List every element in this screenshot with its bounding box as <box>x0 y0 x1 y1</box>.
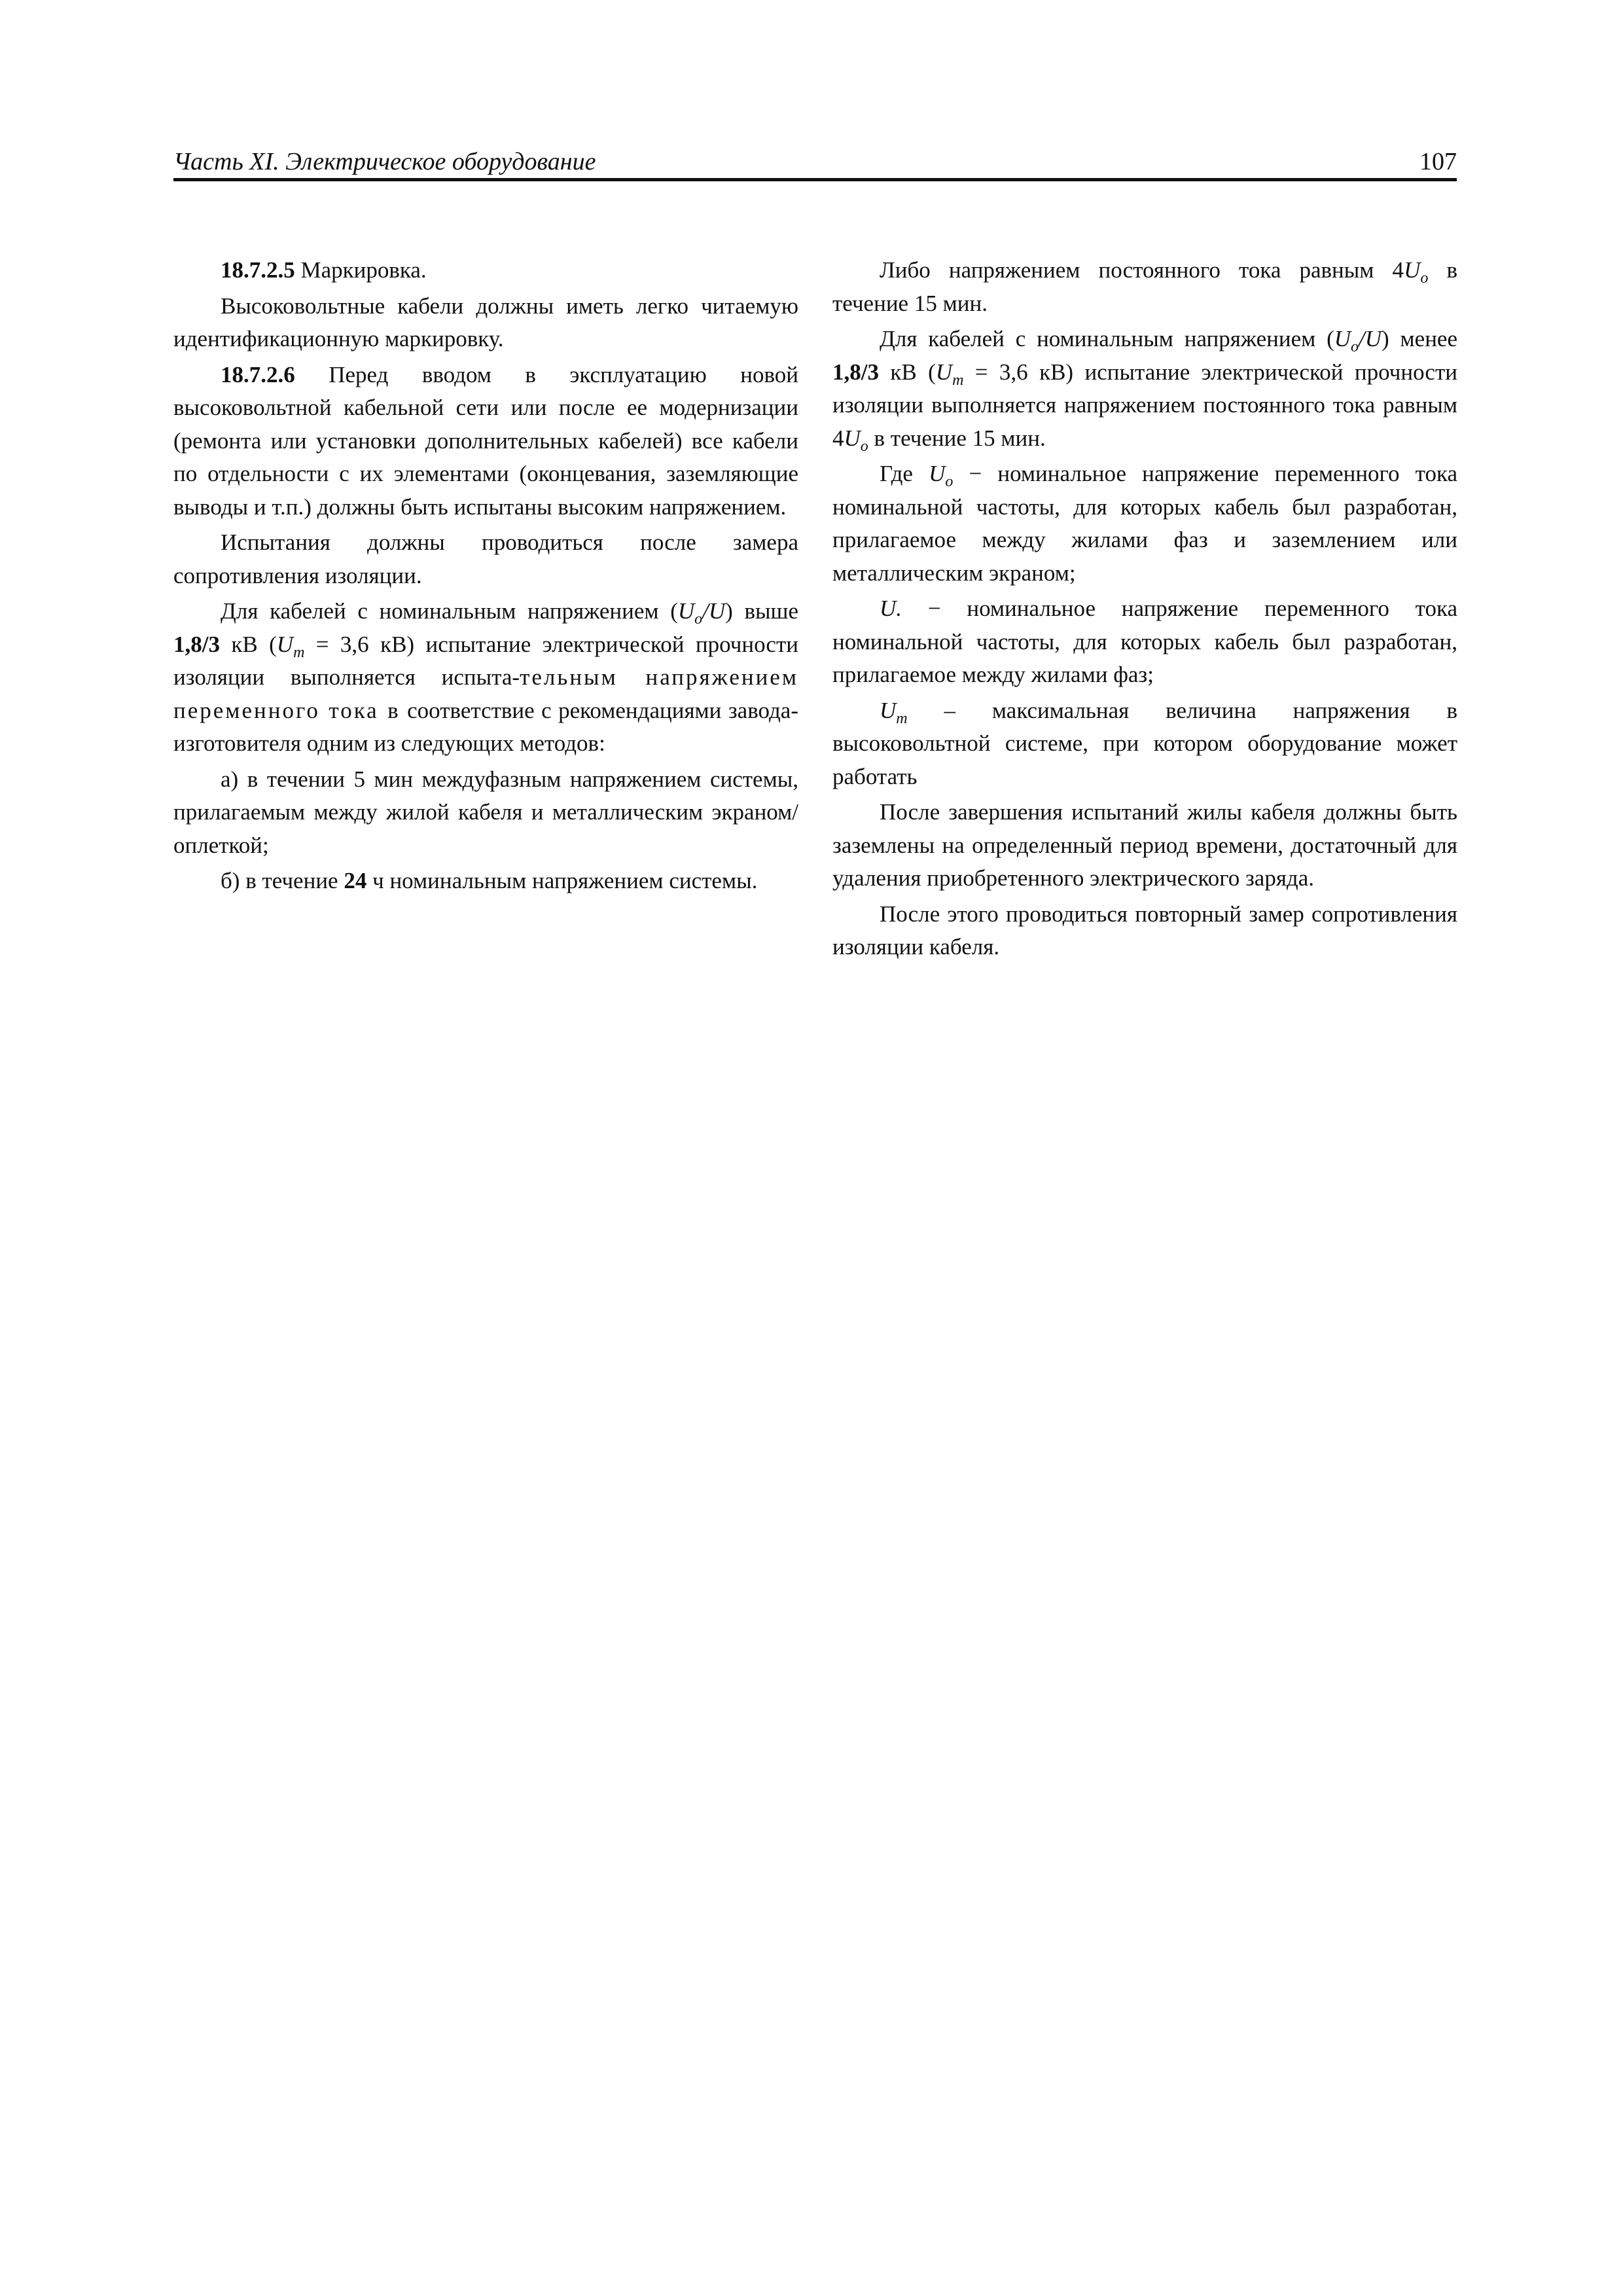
symbol-u: U <box>1404 257 1421 283</box>
duration-value: 24 <box>344 868 367 893</box>
symbol-slash-u: /U <box>702 598 726 624</box>
definition-u <box>832 592 1457 692</box>
list-item-a: а) в течении 5 мин междуфазным напряжением системы, прилагаемым между жилой кабеля и металлическим экраном/оплеткой; <box>173 766 798 858</box>
subscript-m: m <box>896 709 908 727</box>
text-fragment: Для кабелей с номинальным напряжением ( <box>221 598 678 624</box>
paragraph-grounding: После завершения испытаний жилы кабеля должны быть заземлены на определенный период времени, достаточный для удаления приобретенного электрического заряда. <box>832 799 1457 891</box>
subscript-o: o <box>1420 270 1429 287</box>
text-fragment: соответствие с рекомендациями завода-изготовителя одним из следующих методов: <box>173 697 798 756</box>
paragraph-marking-requirement: Высоковольтные кабели должны иметь легко читаемую идентификационную маркировку. <box>173 293 798 351</box>
paragraph-repeat-measurement: После этого проводиться повторный замер сопротивления изоляции кабеля. <box>832 901 1457 960</box>
text-fragment: – максимальная величина напряжения в высоковольтной системе, при котором оборудование может работать <box>832 697 1457 789</box>
symbol-u: U <box>844 425 861 451</box>
text-fragment: в течение 15 мин. <box>868 425 1046 451</box>
symbol-u: U <box>929 461 946 486</box>
symbol-u: U <box>677 598 695 624</box>
text-fragment: кВ ( <box>219 631 277 657</box>
running-header <box>173 140 1457 181</box>
paragraph-test-order: Испытания должны проводиться после замера сопротивления изоляции. <box>173 529 798 588</box>
subscript-o: o <box>945 473 954 490</box>
tracked-line: тельным напряжением переменного тока в <box>173 664 798 723</box>
text-fragment: Для кабелей с номинальным напряжением ( <box>880 326 1334 351</box>
definition-uo <box>832 457 1457 590</box>
list-item-b <box>173 865 798 898</box>
header-title: Часть XI. Электрическое оборудование <box>173 148 596 175</box>
paragraph-18-7-2-6 <box>173 359 798 524</box>
text-fragment: б) в течение <box>221 868 344 893</box>
symbol-u-dot: U. <box>880 596 902 621</box>
symbol-u: U <box>276 631 294 657</box>
symbol-u: U <box>1334 326 1351 351</box>
definition-um <box>832 694 1457 794</box>
left-column <box>173 254 798 901</box>
subscript-o: o <box>694 611 703 628</box>
subscript-o: o <box>860 437 868 455</box>
text-fragment: кВ ( <box>878 359 936 385</box>
section-heading: Маркировка. <box>294 257 427 283</box>
text-fragment: − номинальное напряжение переменного тока номинальной частоты, для которых кабель был разработан, прилагаемое между жилами фаз; <box>832 596 1457 687</box>
section-number: 18.7.2.5 <box>221 257 295 283</box>
voltage-value: 1,8/3 <box>173 631 220 657</box>
paragraph-18-7-2-5 <box>173 254 798 287</box>
page-number: 107 <box>1419 148 1457 175</box>
text-fragment: − номинальное напряжение переменного тока номинальной частоты, для которых кабель был разработан, прилагаемое между жилами фаз и заземлением или металлическим экраном; <box>832 461 1458 586</box>
symbol-u: U <box>880 697 897 723</box>
text-fragment: = 3,6 кВ) испытание электрической прочности изоляции выполняется напряжением постоянного тока равным 4 <box>832 359 1457 451</box>
text-fragment: в течение 15 мин. <box>832 257 1457 316</box>
section-number: 18.7.2.6 <box>221 361 295 387</box>
text-fragment: ) менее <box>1382 326 1457 351</box>
symbol-u: U <box>935 359 953 385</box>
paragraph-dc-alternative <box>832 254 1457 320</box>
subscript-m: m <box>952 371 964 389</box>
paragraph-ac-test <box>173 595 798 761</box>
paragraph-text: Перед вводом в эксплуатацию новой высоковольтной кабельной сети или после ее модернизации (ремонта или установки дополнительных кабелей) все кабели по отдельности с их элементами (оконцевания, заземляющие выводы и т.п.) должны быть испытаны высоким напряжением. <box>173 361 798 520</box>
symbol-slash-u: /U <box>1359 326 1382 351</box>
subscript-o: o <box>1351 338 1359 355</box>
voltage-value: 1,8/3 <box>832 359 879 385</box>
paragraph-dc-test <box>832 323 1457 455</box>
text-fragment: ч номинальным напряжением системы. <box>366 868 758 893</box>
text-fragment: ) выше <box>725 598 799 624</box>
text-fragment: Где <box>880 461 929 486</box>
text-fragment: Либо напряжением постоянного тока равным 4 <box>880 257 1404 283</box>
right-column <box>832 254 1457 967</box>
text-fragment: = 3,6 кВ) испытание электрической прочности изоляции выполняется испыта- <box>173 631 798 690</box>
subscript-m: m <box>293 643 305 661</box>
